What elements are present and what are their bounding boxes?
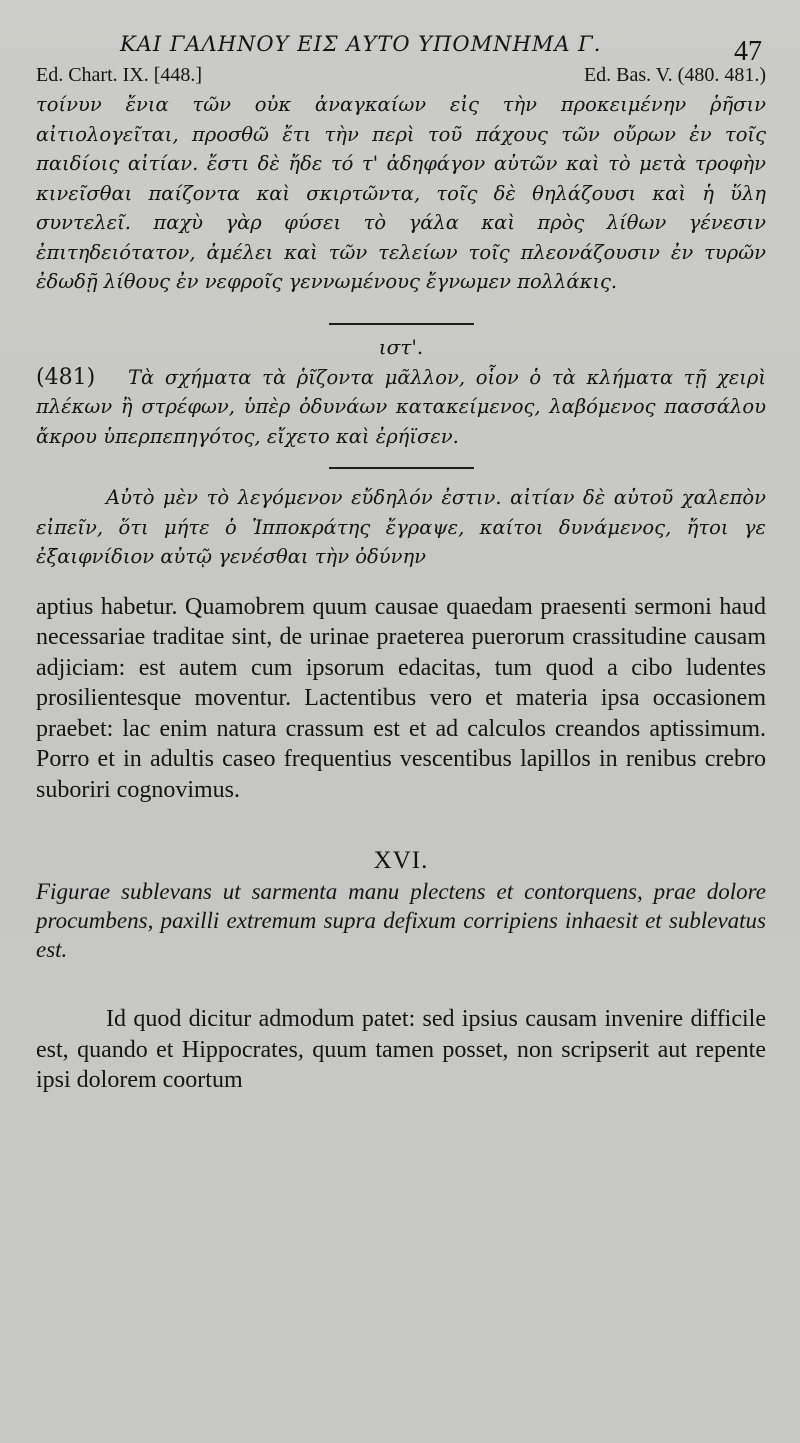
aphorism-page-reference: (481) [36,364,96,390]
edition-reference-line [36,64,766,90]
running-head [36,18,766,67]
latin-translation-continued: aptius habetur. Quamobrem quum causae quaedam praesenti sermoni haud necessariae traditae sint, de urinae praeterea puerorum crassitudine causam adjiciam: est autem cum ipsorum edacitas, tum quod a cibo ludentes prosilientesque moventur. Lactentibus vero et materia ipsa occasionem praebet: lac enim natura crassum est et ad calculos creandos aptissimum. Porro et in adultis caseo frequentius vescentibus lapillos in renibus crebro suboriri cognovimus. [36,593,766,803]
running-title: ΚΑΙ ΓΑΛΗΝΟΥ ΕΙΣ ΑΥΤΟ ΥΠΟΜΝΗΜΑ Γ. [120,32,602,56]
greek-commentary: Αὐτὸ μὲν τὸ λεγόμενον εὔδηλόν ἐστιν. αἰτίαν δὲ αὐτοῦ χαλεπὸν εἰπεῖν, ὅτι μήτε ὁ Ἱπποκράτης ἔγραψε, καίτοι δυνάμενος, ἤτοι γε ἐξαιφνίδιον αὐτῷ γενέσθαι τὴν ὀδύνην [36,486,766,568]
page-number: 47 [734,36,762,67]
greek-commentary-continued: τοίνυν ἔνια τῶν οὐκ ἀναγκαίων εἰς τὴν προκειμένην ῥῆσιν αἰτιολογεῖται, προσθῶ ἔτι τὴν περὶ τοῦ πάχους τῶν οὔρων ἐν τοῖς παιδίοις αἰτίαν. ἔστι δὲ ἤδε τό τ' ἀδηφάγον αὐτῶν καὶ τὸ μετὰ τροφὴν κινεῖσθαι παίζοντα καὶ σκιρτῶντα, τοῖς δὲ θηλάζουσι καὶ ἡ ὕλη συντελεῖ. παχὺ γὰρ φύσει τὸ γάλα καὶ πρὸς λίθων γένεσιν ἐπιτηδειότατον, ἀμέλει καὶ τῶν τελείων τοῖς πλεονάζουσιν ἐν τυρῶν ἐδωδῇ λίθους ἐν νεφροῖς γεννωμένους ἔγνωμεν πολλάκις. [36,93,766,293]
latin-commentary: Id quod dicitur admodum patet: sed ipsius causam invenire difficile est, quando et Hippocrates, quum tamen posset, non scripserit aut repente ipsi dolorem coortum [36,1006,766,1093]
greek-section-number: ιστ'. [378,334,424,359]
section-divider-rule [329,323,474,325]
latin-aphorism: Figurae sublevans ut sarmenta manu plectens et contorquens, prae dolore procumbens, paxilli extremum supra defixum corripiens inhaesit et sublevatus est. [36,879,766,962]
edition-basel-reference: Ed. Bas. V. (480. 481.) [583,64,766,86]
latin-section-number: XVI. [373,847,429,874]
greek-aphorism [36,363,766,452]
edition-chartier-reference: Ed. Chart. IX. [448.] [36,64,203,86]
greek-aphorism-text: Τὰ σχήματα τὰ ῥῖζοντα μᾶλλον, οἷον ὁ τὰ κλήματα τῇ χειρὶ πλέκων ἢ στρέφων, ὑπὲρ ὀδυνάων κατακείμενος, λαβόμενος πασσάλου ἄκρου ὑπερπεπηγότος, εἴχετο καὶ ἐρήϊσεν. [36,365,766,448]
